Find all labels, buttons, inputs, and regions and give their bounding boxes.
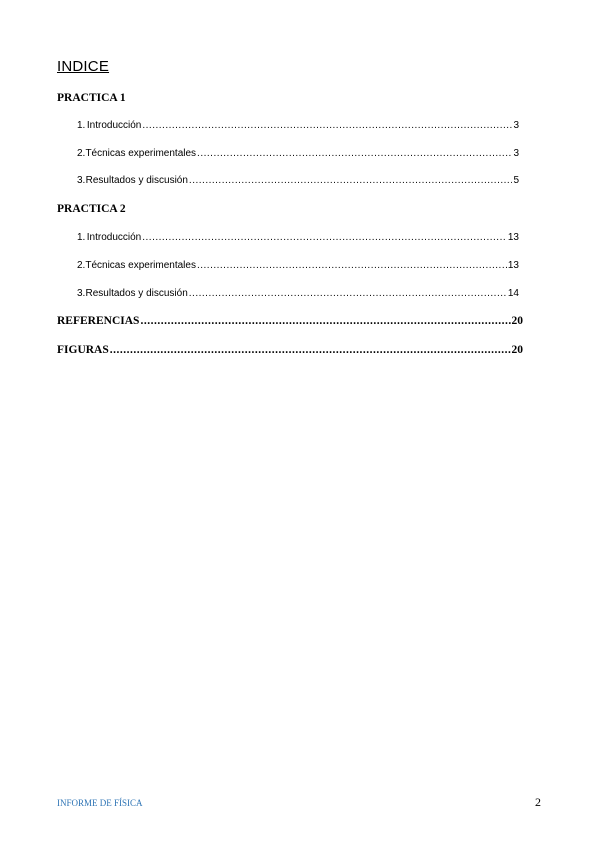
toc-entry[interactable] — [77, 148, 519, 159]
dot-leader — [140, 315, 510, 327]
toc-entry-label: Técnicas experimentales — [85, 148, 197, 159]
dot-leader — [189, 288, 507, 299]
toc-entry-page: 3 — [513, 148, 519, 159]
toc-entry-page: 13 — [507, 232, 519, 243]
toc-entry-label: Introducción — [86, 232, 142, 243]
toc-entry-page: 5 — [513, 175, 519, 186]
toc-entry-number: 1. — [77, 232, 86, 243]
toc-entry-page: 3 — [513, 120, 519, 131]
dot-leader — [197, 260, 507, 271]
toc-entry-label: Técnicas experimentales — [85, 260, 196, 271]
toc-entry-page: 13 — [507, 260, 519, 271]
toc-entry-label: Resultados y discusión — [85, 288, 188, 299]
toc-entry-page: 14 — [507, 288, 519, 299]
dot-leader — [189, 175, 513, 186]
toc-entry-number: 2. — [77, 148, 86, 159]
section-heading-practica-1: PRACTICA 1 — [57, 92, 126, 104]
toc-entry-referencias[interactable] — [57, 315, 523, 327]
toc-entry-number: 3. — [77, 175, 86, 186]
dot-leader — [142, 232, 507, 243]
toc-entry[interactable] — [77, 260, 519, 271]
toc-entry-number: 2. — [77, 260, 86, 271]
footer-title: INFORME DE FÍSICA — [57, 798, 143, 808]
toc-entry[interactable] — [77, 120, 519, 131]
section-heading-practica-2: PRACTICA 2 — [57, 203, 126, 215]
toc-entry-label: Resultados y discusión — [85, 175, 188, 186]
toc-entry[interactable] — [77, 232, 519, 243]
dot-leader — [197, 148, 512, 159]
toc-entry-figuras[interactable] — [57, 344, 523, 356]
toc-entry[interactable] — [77, 288, 519, 299]
toc-entry-page: 20 — [511, 315, 523, 327]
toc-title: INDICE — [57, 58, 110, 75]
toc-entry-label: Introducción — [86, 120, 142, 131]
toc-entry[interactable] — [77, 175, 519, 186]
toc-entry-label: REFERENCIAS — [57, 315, 140, 327]
toc-entry-page: 20 — [511, 344, 523, 356]
toc-entry-label: FIGURAS — [57, 344, 109, 356]
toc-entry-number: 3. — [77, 288, 86, 299]
dot-leader — [110, 344, 511, 356]
dot-leader — [142, 120, 512, 131]
toc-entry-number: 1. — [77, 120, 86, 131]
footer-page-number: 2 — [535, 795, 541, 809]
